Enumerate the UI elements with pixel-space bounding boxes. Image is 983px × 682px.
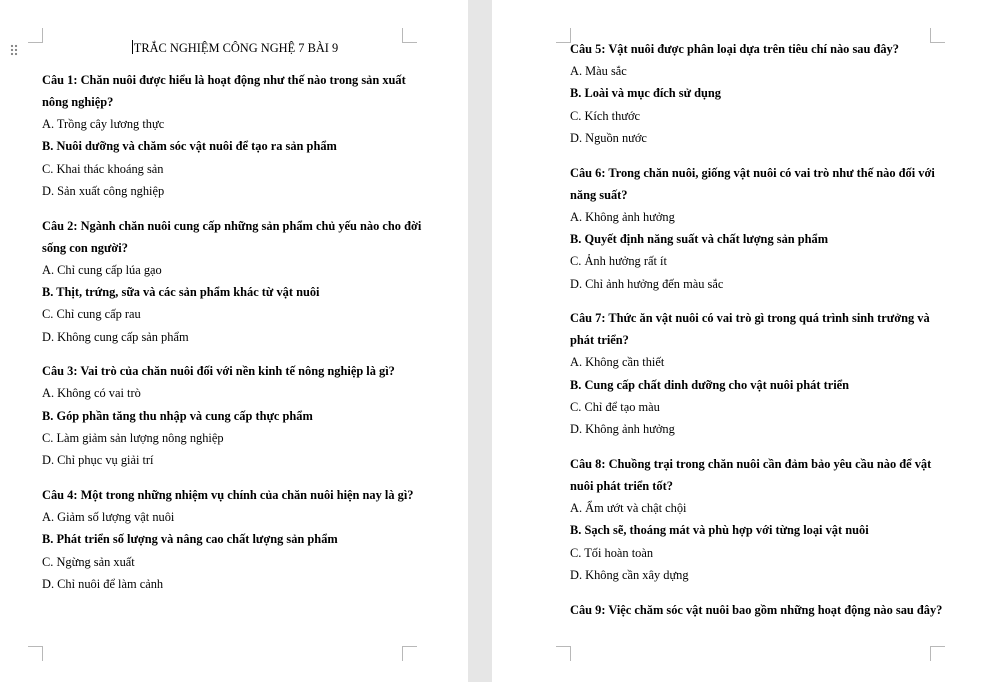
crop-mark-top-left — [28, 28, 43, 43]
question-text — [42, 360, 422, 382]
question-list-right — [570, 38, 950, 621]
question-text — [570, 162, 950, 206]
question-prompt: Vai trò của chăn nuôi đối với nền kinh tế nông nghiệp là gì? — [80, 364, 395, 379]
answer-option: D. Không ảnh hưởng — [570, 422, 675, 437]
question-prompt: Một trong những nhiệm vụ chính của chăn nuôi hiện nay là gì? — [80, 487, 414, 502]
answer-option: A. Màu sắc — [570, 64, 627, 78]
document-page-left — [0, 0, 468, 682]
answer-option: C. Tối hoàn toàn — [570, 545, 654, 560]
question-number: Câu 2: — [42, 218, 78, 233]
question-block — [570, 38, 950, 150]
answer-option-correct: B. Sạch sẽ, thoáng mát và phù hợp với từng loại vật nuôi — [570, 523, 869, 538]
question-block — [570, 453, 950, 587]
question-text — [42, 215, 422, 259]
document-title-text: TRẮC NGHIỆM CÔNG NGHỆ 7 BÀI 9 — [133, 41, 339, 55]
answer-option: C. Kích thước — [570, 108, 641, 123]
answer-option: D. Chỉ nuôi để làm cảnh — [42, 577, 164, 592]
answer-option: C. Ảnh hưởng rất ít — [570, 254, 667, 269]
answer-option: D. Không cung cấp sản phẩm — [42, 329, 189, 344]
question-number: Câu 1: — [42, 73, 78, 87]
answer-option-correct: B. Loài và mục đích sử dụng — [570, 86, 721, 101]
answer-option-correct: B. Góp phần tăng thu nhập và cung cấp thực phẩm — [42, 408, 313, 423]
answer-option-correct: B. Quyết định năng suất và chất lượng sản phẩm — [570, 232, 829, 247]
question-block — [570, 599, 950, 621]
question-block — [570, 307, 950, 441]
crop-mark-bottom-right — [402, 646, 417, 661]
answer-option: A. Không cần thiết — [570, 355, 665, 370]
table-move-handle-icon[interactable] — [10, 44, 18, 56]
answer-option: D. Không cần xây dựng — [570, 568, 689, 583]
question-block — [42, 215, 422, 349]
question-text — [570, 453, 950, 497]
document-title — [42, 38, 422, 58]
question-prompt: Việc chăm sóc vật nuôi bao gồm những hoạt động nào sau đây? — [608, 602, 943, 617]
answer-option: D. Nguồn nước — [570, 131, 647, 146]
answer-option: C. Chỉ để tạo màu — [570, 400, 660, 415]
question-text — [42, 69, 422, 113]
answer-option: A. Không có vai trò — [42, 386, 141, 401]
question-text — [570, 599, 950, 621]
crop-mark-top-left — [556, 28, 571, 43]
document-page-right — [492, 0, 983, 682]
answer-option: D. Sản xuất công nghiệp — [42, 184, 165, 199]
question-number: Câu 7: — [570, 311, 606, 326]
question-number: Câu 4: — [42, 487, 78, 502]
question-prompt: Trong chăn nuôi, giống vật nuôi có vai trò như thế nào đối với năng suất? — [570, 165, 935, 202]
text-cursor — [132, 40, 133, 54]
question-number: Câu 9: — [570, 602, 606, 617]
question-prompt: Thức ăn vật nuôi có vai trò gì trong quá trình sinh trưởng và phát triển? — [570, 311, 930, 348]
question-number: Câu 6: — [570, 165, 606, 180]
answer-option-correct: B. Nuôi dưỡng và chăm sóc vật nuôi để tạo ra sản phẩm — [42, 139, 337, 154]
question-block — [42, 69, 422, 203]
crop-mark-bottom-left — [28, 646, 43, 661]
question-block — [42, 484, 422, 596]
answer-option: A. Giảm số lượng vật nuôi — [42, 509, 175, 524]
answer-option: A. Ẩm ướt và chật chội — [570, 500, 687, 515]
question-number: Câu 3: — [42, 364, 78, 379]
answer-option: A. Không ảnh hưởng — [570, 209, 675, 224]
question-block — [570, 162, 950, 296]
answer-option: A. Chỉ cung cấp lúa gạo — [42, 262, 162, 277]
page-body[interactable] — [570, 38, 950, 633]
answer-option: C. Khai thác khoáng sản — [42, 161, 164, 176]
answer-option: D. Chỉ phục vụ giải trí — [42, 453, 154, 468]
question-number: Câu 5: — [570, 42, 606, 56]
answer-option: A. Trồng cây lương thực — [42, 117, 165, 131]
crop-mark-bottom-left — [556, 646, 571, 661]
question-prompt: Vật nuôi được phân loại dựa trên tiêu chí nào sau đây? — [608, 42, 899, 56]
crop-mark-bottom-right — [930, 646, 945, 661]
answer-option-correct: B. Cung cấp chất dinh dưỡng cho vật nuôi phát triển — [570, 377, 850, 392]
question-list-left — [42, 69, 422, 596]
question-number: Câu 8: — [570, 456, 606, 471]
page-body[interactable] — [42, 38, 422, 608]
answer-option: D. Chỉ ảnh hưởng đến màu sắc — [570, 276, 724, 291]
question-prompt: Ngành chăn nuôi cung cấp những sản phẩm chủ yếu nào cho đời sống con người? — [42, 218, 422, 255]
answer-option: C. Ngừng sản xuất — [42, 554, 135, 569]
question-text — [570, 307, 950, 351]
question-text — [42, 484, 422, 506]
answer-option-correct: B. Phát triển số lượng và nâng cao chất lượng sản phẩm — [42, 532, 338, 547]
question-prompt: Chuồng trại trong chăn nuôi cần đảm bảo yêu cầu nào để vật nuôi phát triển tốt? — [570, 456, 932, 493]
answer-option: C. Chỉ cung cấp rau — [42, 307, 141, 322]
question-text — [570, 38, 950, 60]
question-prompt: Chăn nuôi được hiểu là hoạt động như thế nào trong sản xuất nông nghiệp? — [42, 73, 406, 109]
answer-option-correct: B. Thịt, trứng, sữa và các sản phẩm khác từ vật nuôi — [42, 285, 320, 300]
question-block — [42, 360, 422, 472]
answer-option: C. Làm giảm sản lượng nông nghiệp — [42, 431, 224, 446]
